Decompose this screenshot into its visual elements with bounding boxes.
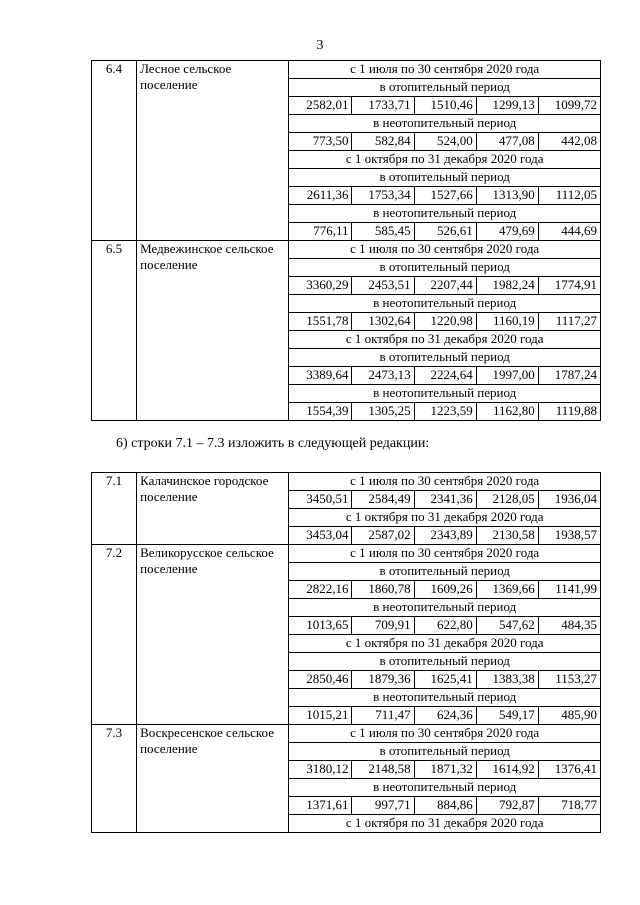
tariff-value: 477,08 xyxy=(476,133,538,151)
period-label: с 1 июля по 30 сентября 2020 года xyxy=(289,545,601,563)
row-number: 6.5 xyxy=(92,241,137,421)
tariff-value: 2587,02 xyxy=(352,527,414,545)
tariff-value: 444,69 xyxy=(538,223,600,241)
period-label: в неотопительный период xyxy=(289,779,601,797)
tariff-value: 622,80 xyxy=(414,617,476,635)
tariff-value: 1376,41 xyxy=(538,761,600,779)
tariff-value: 1938,57 xyxy=(538,527,600,545)
tariff-value: 2611,36 xyxy=(289,187,352,205)
tariff-value: 526,61 xyxy=(414,223,476,241)
tariff-value: 1551,78 xyxy=(289,313,352,331)
tariff-value: 442,08 xyxy=(538,133,600,151)
tariff-value: 484,35 xyxy=(538,617,600,635)
tariff-value: 3453,04 xyxy=(289,527,352,545)
period-label: в отопительный период xyxy=(289,79,601,97)
period-label: в отопительный период xyxy=(289,169,601,187)
tariff-value: 2850,46 xyxy=(289,671,352,689)
tariff-value: 1733,71 xyxy=(352,97,414,115)
tariff-value: 1223,59 xyxy=(414,403,476,421)
tariff-value: 1302,64 xyxy=(352,313,414,331)
tariff-value: 624,36 xyxy=(414,707,476,725)
tariff-value: 582,84 xyxy=(352,133,414,151)
table-row xyxy=(92,61,601,79)
period-label: в отопительный период xyxy=(289,349,601,367)
period-label: в отопительный период xyxy=(289,563,601,581)
tariff-value: 547,62 xyxy=(476,617,538,635)
tariff-value: 1141,99 xyxy=(538,581,600,599)
tariff-value: 1162,80 xyxy=(476,403,538,421)
tariff-value: 718,77 xyxy=(538,797,600,815)
tariff-value: 3450,51 xyxy=(289,491,352,509)
tariff-value: 1879,36 xyxy=(352,671,414,689)
tariff-value: 1013,65 xyxy=(289,617,352,635)
row-number: 7.1 xyxy=(92,473,137,545)
tariff-value: 524,00 xyxy=(414,133,476,151)
tariff-value: 1625,41 xyxy=(414,671,476,689)
tariff-value: 792,87 xyxy=(476,797,538,815)
settlement-name: Медвежинское сельское поселение xyxy=(137,241,289,421)
tariff-value: 1774,91 xyxy=(538,277,600,295)
tariff-value: 1609,26 xyxy=(414,581,476,599)
row-number: 7.3 xyxy=(92,725,137,833)
tariff-value: 1860,78 xyxy=(352,581,414,599)
tariff-value: 585,45 xyxy=(352,223,414,241)
settlement-name: Лесное сельское поселение xyxy=(137,61,289,241)
settlement-name: Воскресенское сельское поселение xyxy=(137,725,289,833)
tariff-value: 1099,72 xyxy=(538,97,600,115)
period-label: с 1 июля по 30 сентября 2020 года xyxy=(289,61,601,79)
tariff-value: 1313,90 xyxy=(476,187,538,205)
tariff-value: 709,91 xyxy=(352,617,414,635)
tariff-value: 711,47 xyxy=(352,707,414,725)
settlement-name: Великорусское сельское поселение xyxy=(137,545,289,725)
tariff-value: 1527,66 xyxy=(414,187,476,205)
tariff-value: 2473,13 xyxy=(352,367,414,385)
tariff-value: 1383,38 xyxy=(476,671,538,689)
period-label: с 1 июля по 30 сентября 2020 года xyxy=(289,241,601,259)
tariff-value: 549,17 xyxy=(476,707,538,725)
tariff-value: 2224,64 xyxy=(414,367,476,385)
tariff-table-section-7 xyxy=(91,472,601,833)
tariff-value: 2453,51 xyxy=(352,277,414,295)
period-label: в неотопительный период xyxy=(289,205,601,223)
tariff-value: 1299,13 xyxy=(476,97,538,115)
tariff-value: 1510,46 xyxy=(414,97,476,115)
tariff-value: 997,71 xyxy=(352,797,414,815)
tariff-value: 485,90 xyxy=(538,707,600,725)
tariff-value: 3360,29 xyxy=(289,277,352,295)
period-label: в неотопительный период xyxy=(289,115,601,133)
tariff-value: 2341,36 xyxy=(414,491,476,509)
tariff-value: 776,11 xyxy=(289,223,352,241)
period-label: в неотопительный период xyxy=(289,385,601,403)
period-label: с 1 октября по 31 декабря 2020 года xyxy=(289,331,601,349)
tariff-value: 3180,12 xyxy=(289,761,352,779)
tariff-value: 1871,32 xyxy=(414,761,476,779)
period-label: в отопительный период xyxy=(289,743,601,761)
row-number: 6.4 xyxy=(92,61,137,241)
tariff-value: 1753,34 xyxy=(352,187,414,205)
tariff-value: 2207,44 xyxy=(414,277,476,295)
table-row xyxy=(92,725,601,743)
period-label: с 1 октября по 31 декабря 2020 года xyxy=(289,151,601,169)
tariff-value: 479,69 xyxy=(476,223,538,241)
tariff-value: 1305,25 xyxy=(352,403,414,421)
tariff-value: 1119,88 xyxy=(538,403,600,421)
tariff-table-section-6 xyxy=(91,60,601,421)
tariff-value: 1015,21 xyxy=(289,707,352,725)
tariff-value: 3389,64 xyxy=(289,367,352,385)
tariff-value: 1153,27 xyxy=(538,671,600,689)
row-number: 7.2 xyxy=(92,545,137,725)
tariff-value: 1936,04 xyxy=(538,491,600,509)
tariff-value: 2822,16 xyxy=(289,581,352,599)
period-label: с 1 июля по 30 сентября 2020 года xyxy=(289,725,601,743)
tariff-value: 1112,05 xyxy=(538,187,600,205)
tariff-value: 1371,61 xyxy=(289,797,352,815)
tariff-value: 1554,39 xyxy=(289,403,352,421)
tariff-value: 773,50 xyxy=(289,133,352,151)
period-label: в отопительный период xyxy=(289,653,601,671)
tariff-value: 1160,19 xyxy=(476,313,538,331)
tariff-value: 2584,49 xyxy=(352,491,414,509)
settlement-name: Калачинское городское поселение xyxy=(137,473,289,545)
page-number: 3 xyxy=(316,38,324,53)
tariff-value: 884,86 xyxy=(414,797,476,815)
tariff-value: 1117,27 xyxy=(538,313,600,331)
period-label: с 1 июля по 30 сентября 2020 года xyxy=(289,473,601,491)
tariff-value: 1369,66 xyxy=(476,581,538,599)
tariff-value: 2343,89 xyxy=(414,527,476,545)
table-row xyxy=(92,473,601,491)
tariff-value: 1982,24 xyxy=(476,277,538,295)
period-label: в неотопительный период xyxy=(289,599,601,617)
tariff-value: 1997,00 xyxy=(476,367,538,385)
period-label: с 1 октября по 31 декабря 2020 года xyxy=(289,509,601,527)
tariff-value: 2582,01 xyxy=(289,97,352,115)
period-label: в неотопительный период xyxy=(289,689,601,707)
table-row xyxy=(92,241,601,259)
tariff-value: 1614,92 xyxy=(476,761,538,779)
tariff-value: 2148,58 xyxy=(352,761,414,779)
table-row xyxy=(92,545,601,563)
tariff-value: 1787,24 xyxy=(538,367,600,385)
tariff-value: 2128,05 xyxy=(476,491,538,509)
period-label: в отопительный период xyxy=(289,259,601,277)
period-label: с 1 октября по 31 декабря 2020 года xyxy=(289,815,601,833)
period-label: в неотопительный период xyxy=(289,295,601,313)
tariff-value: 1220,98 xyxy=(414,313,476,331)
period-label: с 1 октября по 31 декабря 2020 года xyxy=(289,635,601,653)
tariff-value: 2130,58 xyxy=(476,527,538,545)
amendment-instruction: 6) строки 7.1 – 7.3 изложить в следующей редакции: xyxy=(116,436,430,451)
